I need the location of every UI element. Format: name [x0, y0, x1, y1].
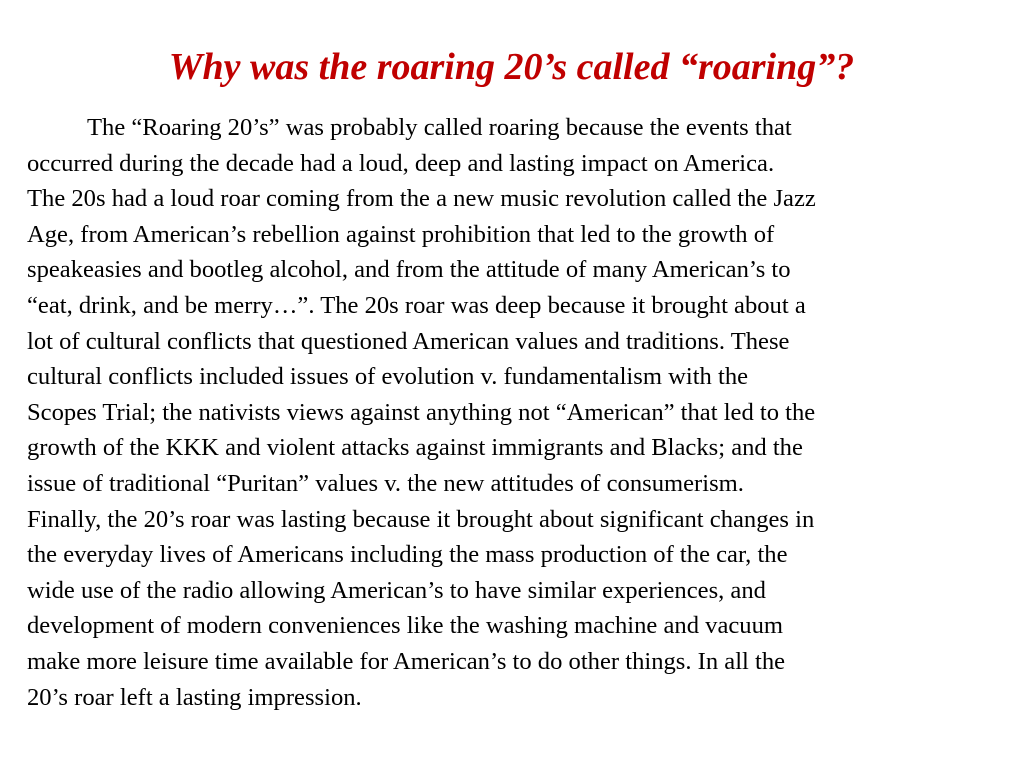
body-line: development of modern conveniences like the washing machine and vacuum	[27, 612, 784, 640]
body-line: Finally, the 20’s roar was lasting because it brought about significant changes in	[27, 505, 815, 533]
body-line: Age, from American’s rebellion against prohibition that led to the growth of	[27, 220, 775, 248]
body-line: 20’s roar left a lasting impression.	[27, 683, 362, 711]
body-line: speakeasies and bootleg alcohol, and from the attitude of many American’s to	[27, 256, 791, 284]
body-line: growth of the KKK and violent attacks against immigrants and Blacks; and the	[27, 434, 803, 462]
body-line: the everyday lives of Americans including the mass production of the car, the	[27, 541, 788, 569]
body-line: wide use of the radio allowing American’s to have similar experiences, and	[27, 576, 766, 604]
body-line: issue of traditional “Puritan” values v. the new attitudes of consumerism.	[27, 469, 744, 497]
body-line: lot of cultural conflicts that questioned American values and traditions. These	[27, 327, 790, 355]
body-line: cultural conflicts included issues of evolution v. fundamentalism with the	[27, 363, 749, 391]
body-line: occurred during the decade had a loud, deep and lasting impact on America.	[27, 149, 775, 177]
body-line: Scopes Trial; the nativists views against anything not “American” that led to the	[27, 398, 816, 426]
slide-body	[27, 110, 1017, 715]
body-line: “eat, drink, and be merry…”. The 20s roar was deep because it brought about a	[27, 291, 806, 319]
slide-title: Why was the roaring 20’s called “roaring”?	[168, 46, 855, 88]
body-line: The “Roaring 20’s” was probably called roaring because the events that	[87, 114, 792, 141]
body-line: make more leisure time available for American’s to do other things. In all the	[27, 647, 786, 675]
body-line: The 20s had a loud roar coming from the a new music revolution called the Jazz	[27, 185, 816, 213]
